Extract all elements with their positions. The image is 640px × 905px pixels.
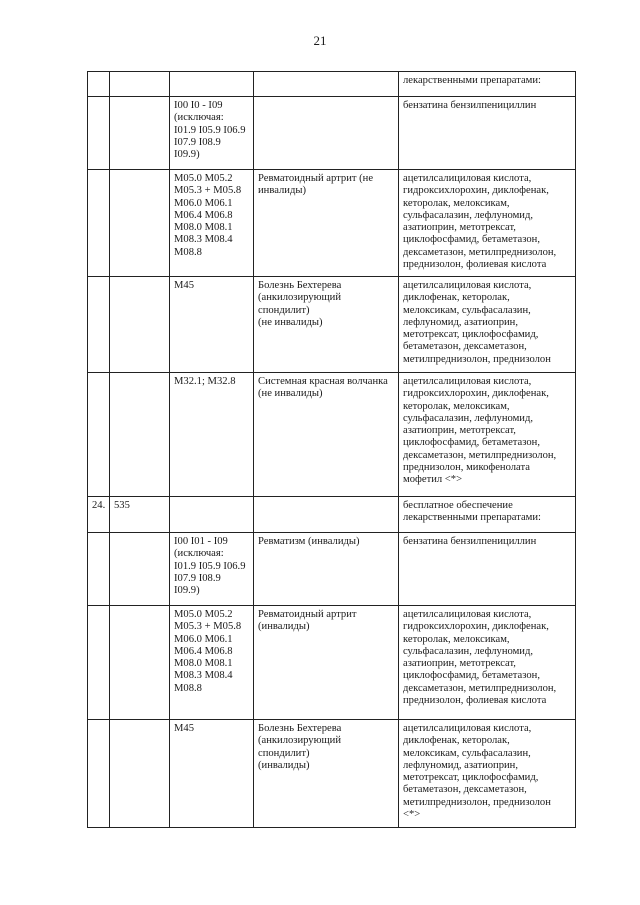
table-row	[88, 72, 576, 97]
code-cell	[110, 97, 170, 170]
table-row	[88, 97, 576, 170]
drugs-cell: ацетилсалициловая кислота, гидроксихлорохин, диклофенак, кеторолак, мелоксикам, сульфасалазин, лефлуномид, азатиоприн, метотрексат, циклофосфамид, бетаметазон, дексаметазон, метилпреднизолон, преднизолон, микофенолата мофетил <*>	[399, 373, 576, 497]
row-number-cell	[88, 373, 110, 497]
drugs-cell: ацетилсалициловая кислота, диклофенак, кеторолак, мелоксикам, сульфасалазин, лефлуномид, азатиоприн, метотрексат, циклофосфамид, бетаметазон, дексаметазон, метилпреднизолон, преднизолон <*>	[399, 720, 576, 828]
icd-code-cell: I00 I01 - I09 (исключая: I01.9 I05.9 I06.9 I07.9 I08.9 I09.9)	[170, 533, 254, 606]
code-cell	[110, 170, 170, 277]
disease-cell: Ревматоидный артрит (не инвалиды)	[254, 170, 399, 277]
row-number-cell: 24.	[88, 497, 110, 533]
drugs-cell: лекарственными препаратами:	[399, 72, 576, 97]
code-cell	[110, 606, 170, 720]
drug-provision-table	[87, 71, 576, 828]
icd-code-cell: M32.1; M32.8	[170, 373, 254, 497]
code-cell	[110, 72, 170, 97]
code-cell	[110, 533, 170, 606]
icd-code-cell: I00 I0 - I09 (исключая: I01.9 I05.9 I06.9 I07.9 I08.9 I09.9)	[170, 97, 254, 170]
row-number-cell	[88, 720, 110, 828]
row-number-cell	[88, 97, 110, 170]
drugs-cell: бензатина бензилпенициллин	[399, 97, 576, 170]
table-row	[88, 533, 576, 606]
drugs-cell: бензатина бензилпенициллин	[399, 533, 576, 606]
table-row	[88, 373, 576, 497]
table-row	[88, 277, 576, 373]
icd-code-cell	[170, 497, 254, 533]
icd-code-cell	[170, 72, 254, 97]
table-row	[88, 170, 576, 277]
disease-cell: Болезнь Бехтерева (анкилозирующий спондилит) (не инвалиды)	[254, 277, 399, 373]
table-row	[88, 606, 576, 720]
row-number-cell	[88, 606, 110, 720]
drugs-cell: ацетилсалициловая кислота, диклофенак, кеторолак, мелоксикам, сульфасалазин, лефлуномид, азатиоприн, метотрексат, циклофосфамид, бетаметазон, дексаметазон, метилпреднизолон, преднизолон	[399, 277, 576, 373]
disease-cell: Болезнь Бехтерева (анкилозирующий спондилит) (инвалиды)	[254, 720, 399, 828]
drugs-cell: ацетилсалициловая кислота, гидроксихлорохин, диклофенак, кеторолак, мелоксикам, сульфасалазин, лефлуномид, азатиоприн, метотрексат, циклофосфамид, бетаметазон, дексаметазон, метилпреднизолон, преднизолон, фолиевая кислота	[399, 606, 576, 720]
drugs-cell: ацетилсалициловая кислота, гидроксихлорохин, диклофенак, кеторолак, мелоксикам, сульфасалазин, лефлуномид, азатиоприн, метотрексат, циклофосфамид, бетаметазон, дексаметазон, метилпреднизолон, преднизолон, фолиевая кислота	[399, 170, 576, 277]
icd-code-cell: M45	[170, 720, 254, 828]
code-cell	[110, 720, 170, 828]
row-number-cell	[88, 277, 110, 373]
icd-code-cell: M05.0 M05.2 M05.3 + M05.8 M06.0 M06.1 M06.4 M06.8 M08.0 M08.1 M08.3 M08.4 M08.8	[170, 170, 254, 277]
row-number-cell	[88, 72, 110, 97]
code-cell	[110, 373, 170, 497]
disease-cell	[254, 72, 399, 97]
drugs-cell: бесплатное обеспечение лекарственными препаратами:	[399, 497, 576, 533]
row-number-cell	[88, 170, 110, 277]
icd-code-cell: M05.0 M05.2 M05.3 + M05.8 M06.0 M06.1 M06.4 M06.8 M08.0 M08.1 M08.3 M08.4 M08.8	[170, 606, 254, 720]
disease-cell	[254, 497, 399, 533]
code-cell	[110, 277, 170, 373]
row-number-cell	[88, 533, 110, 606]
disease-cell: Ревматизм (инвалиды)	[254, 533, 399, 606]
disease-cell: Ревматоидный артрит (инвалиды)	[254, 606, 399, 720]
disease-cell	[254, 97, 399, 170]
page-number: 21	[313, 33, 327, 48]
table-row	[88, 497, 576, 533]
table-row	[88, 720, 576, 828]
icd-code-cell: M45	[170, 277, 254, 373]
disease-cell: Системная красная волчанка (не инвалиды)	[254, 373, 399, 497]
code-cell: 535	[110, 497, 170, 533]
